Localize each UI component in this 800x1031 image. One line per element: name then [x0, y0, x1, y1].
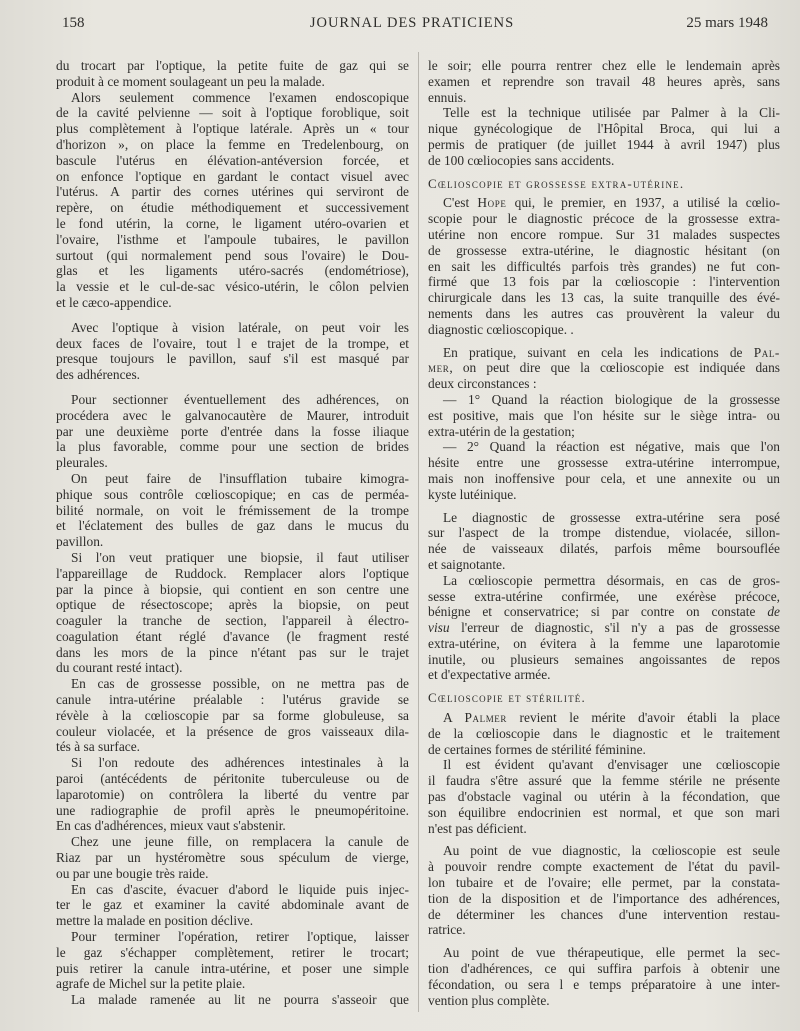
text-line: repère, on étudie méthodiquement et successivement	[56, 200, 409, 216]
text-line: paroi (antécédents de péritonite tuberculeuse ou de	[56, 771, 409, 787]
text-line: dans les mors de la pince n'étant pas sur le trajet	[56, 644, 409, 660]
text-line: on enfonce l'optique en gardant le contact visuel avec	[56, 168, 409, 184]
text-line: bilité normale, on voit le frémissement de la trompe	[56, 502, 409, 518]
paragraph	[56, 58, 409, 90]
text-line: révèle à la cœlioscopie par sa forme globuleuse, sa	[56, 707, 409, 723]
text-line: canule intra-utérine préalable : l'utérus gravide se	[56, 692, 409, 708]
text-line: pavillon.	[56, 534, 104, 550]
text-run: , on peut dire que la cœlioscopie est indiquée dans	[449, 360, 780, 376]
text-line: du trocart par l'optique, la petite fuite de gaz qui se	[56, 58, 409, 73]
name-smallcaps: Palmer	[464, 710, 508, 726]
section-heading: Cœlioscopie et grossesse extra-utérine.	[428, 175, 685, 191]
text-line: En cas de grossesse possible, on ne mettra pas de	[71, 676, 409, 692]
text-line: et saignotante.	[428, 556, 506, 572]
paragraph	[428, 392, 780, 439]
text-line: et le cæco-appendice.	[56, 294, 172, 310]
text-line: l'utérus. A partir des cornes utérines qui serviront de	[56, 184, 409, 200]
text-line: la plus favorable, comme pour une section de brides	[56, 439, 409, 455]
text-line: inutile, ou plusieurs semaines angoissantes de repos	[428, 651, 780, 667]
paragraph	[56, 392, 409, 471]
text-line: pleurales.	[56, 455, 108, 471]
text-run: A	[443, 710, 465, 726]
text-line: ter le gaz et examiner la cavité abdominale avant de	[56, 897, 409, 913]
text-line: n'est pas déficient.	[428, 820, 527, 836]
paragraph	[428, 58, 780, 105]
text-line: couleur violacée, et la présence de gros vaisseaux dila-	[56, 723, 409, 739]
text-line: de grossesse extra-utérine, le diagnostic hésitant (on	[428, 242, 780, 258]
paragraph	[428, 345, 780, 392]
text-line: sur l'aspect de la trompe distendue, violacée, sillon-	[428, 525, 780, 541]
text-line	[428, 620, 780, 636]
text-line: Telle est la technique utilisée par Palmer à la Cli-	[443, 105, 780, 121]
text-line: Riaz par un hystéromètre sous spéculum de vierge,	[56, 850, 409, 866]
text-run: l'erreur de diagnostic, s'il n'y a pas de grossesse	[449, 620, 780, 636]
column-divider	[418, 52, 419, 1012]
paragraph	[56, 320, 409, 383]
text-line: agrafe de Michel sur la petite plaie.	[56, 976, 246, 992]
text-line: phique sous contrôle cœlioscopique; en cas de perméa-	[56, 486, 409, 502]
text-line: utérine non encore rompue. Sur 31 malades suspectes	[428, 226, 780, 242]
text-line: pas d'obstacle vaginal ou utérin à la fécondation, que	[428, 789, 780, 805]
text-line	[428, 360, 780, 376]
text-block	[428, 345, 780, 503]
text-line: nique gynécologique de l'Hôpital Broca, qui lui a	[428, 121, 780, 137]
text-line: laparotomie) on contrôlera la liberté du ventre par	[56, 786, 409, 802]
journal-title: JOURNAL DES PRATICIENS	[309, 15, 515, 31]
text-line	[428, 345, 780, 361]
section-heading: Cœlioscopie et stérilité.	[428, 690, 586, 706]
text-line: et l'éclatement des bulles de gaz dans le mucus du	[56, 518, 409, 534]
text-line: Chez une jeune fille, on remplacera la canule de	[71, 834, 409, 850]
text-block	[428, 510, 780, 684]
text-line: de 100 cœliocopies sans accidents.	[428, 152, 615, 168]
text-line: née de vaisseaux dilatés, parfois même boursouflée	[428, 541, 780, 557]
paragraph	[428, 945, 780, 1008]
text-line: — 1° Quand la réaction biologique de la grossesse	[443, 391, 780, 407]
text-line: fécondation, ou sera l e temps préparatoire à une inter-	[428, 976, 780, 992]
text-line	[428, 710, 780, 726]
paragraph	[56, 550, 409, 676]
text-line: extra-utérin de la gestation;	[428, 423, 575, 439]
paragraph	[428, 573, 780, 684]
italic-text: visu	[428, 620, 450, 636]
text-line: kyste lutéinique.	[428, 486, 517, 502]
text-line: la vessie et le cul-de-sac vésico-utérin, le côlon pelvien	[56, 279, 409, 295]
text-line: Si l'on veut pratiquer une biopsie, il faut utiliser	[71, 549, 409, 565]
text-line: puis retirer la canule intra-utérine, et poser une simple	[56, 960, 409, 976]
text-line: diagnostic cœlioscopique. .	[428, 321, 574, 337]
text-line	[428, 604, 780, 620]
text-line: Pour sectionner éventuellement des adhérences, on	[71, 391, 409, 407]
text-line: l'appareillage de Ruddock. Remplacer alors l'optique	[56, 565, 409, 581]
text-line: mais non inoffensive pour cela, et une annexite ou un	[428, 470, 780, 486]
text-line: ou par une bougie très raide.	[56, 865, 209, 881]
text-line: le fond utérin, la corne, le ligament utéro-ovarien et	[56, 215, 409, 231]
name-smallcaps: Hope	[477, 195, 507, 211]
text-block	[428, 843, 780, 938]
name-smallcaps: Pal-	[753, 344, 780, 360]
text-line: examen et reprendre son travail 48 heures après, sans	[428, 73, 780, 89]
paragraph	[428, 195, 780, 337]
paragraph	[56, 929, 409, 992]
paragraph	[56, 676, 409, 755]
text-line: Pour terminer l'opération, retirer l'optique, laisser	[71, 929, 409, 945]
text-block	[56, 58, 409, 311]
paragraph	[56, 471, 409, 550]
text-line: optique de résectoscope; après la biopsie, on peut	[56, 597, 409, 613]
paragraph	[428, 105, 780, 168]
text-line: deux faces de l'ovaire, tout l e trajet de la trompe, et	[56, 335, 409, 351]
text-line: de la cavité pelvienne — soit à l'optique foroblique, soit	[56, 105, 409, 121]
text-line: bascule l'utérus en élévation-antéversion forcée, et	[56, 152, 409, 168]
text-run: En pratique, suivant en cela les indications de	[443, 344, 754, 360]
paragraph	[56, 882, 409, 929]
text-block	[428, 710, 780, 836]
text-block	[428, 58, 780, 169]
text-line: Avec l'optique à vision latérale, on peut voir les	[71, 319, 409, 335]
text-line: de déterminer les chances d'une intervention restau-	[428, 906, 780, 922]
paragraph	[56, 992, 409, 1008]
text-line: produit à ce moment soulageant un peu la malade.	[56, 73, 325, 89]
text-line: son équilibre endocrinien est normal, et que son mari	[428, 804, 780, 820]
text-line: nements dans les autres cas prouvèrent la valeur du	[428, 305, 780, 321]
text-line: surtout (qui normalement pend sous l'ovaire) le Dou-	[56, 247, 409, 263]
text-line: Le diagnostic de grossesse extra-utérine sera posé	[443, 509, 780, 525]
name-smallcaps: mer	[428, 360, 450, 376]
text-line: Au point de vue thérapeutique, elle permet la sec-	[443, 945, 780, 961]
text-line: En cas d'adhérences, mieux vaut s'abstenir.	[56, 818, 286, 834]
text-line: scopie pour le diagnostic précoce de la grossesse extra-	[428, 211, 780, 227]
text-line: d'horizon », on place la femme en Tredelenbourg, on	[56, 136, 409, 152]
text-line: est positive, mais que l'on hésite sur le siège intra- ou	[428, 407, 780, 423]
text-block	[56, 392, 409, 1008]
text-line: On peut faire de l'insufflation tubaire kimogra-	[71, 470, 409, 486]
text-line: et d'expectative armée.	[428, 667, 551, 683]
text-line: Si l'on redoute des adhérences intestinales à la	[71, 755, 409, 771]
text-line: sesse extra-utérine confirmée, une exérèse précoce,	[428, 588, 780, 604]
text-line: en sait les difficultés parfois très grandes) ne fut con-	[428, 258, 780, 274]
text-line: ratrice.	[428, 922, 466, 938]
text-line: coagulation étant réglé d'avance (le fragment resté	[56, 628, 409, 644]
text-line: mettre la malade en position déclive.	[56, 913, 254, 929]
text-line: par une deuxième porte d'entrée dans la fosse iliaque	[56, 423, 409, 439]
text-block	[56, 320, 409, 383]
text-line: deux circonstances :	[428, 376, 537, 392]
text-block	[428, 945, 780, 1008]
text-line: tion de la disposition et de l'importance des adhérences,	[428, 890, 780, 906]
paragraph	[56, 755, 409, 834]
text-line: lon tubaire et de l'ovaire; elle permet, par la constata-	[428, 875, 780, 891]
text-line: l'ovaire, l'isthme et l'ampoule tubaires, le pavillon	[56, 231, 409, 247]
text-line: une radiographie de profil après le pneumopéritoine.	[56, 802, 409, 818]
text-run: C'est	[443, 195, 478, 211]
text-line: le soir; elle pourra rentrer chez elle le lendemain après	[428, 58, 780, 73]
text-line: La malade ramenée au lit ne pourra s'asseoir que	[71, 992, 409, 1008]
text-run: qui, le premier, en 1937, a utilisé la cœlio-	[506, 195, 780, 211]
text-line: ennuis.	[428, 89, 467, 105]
text-line: des adhérences.	[56, 367, 141, 383]
text-line: vention plus complète.	[428, 992, 550, 1008]
text-line: extra-utérine, on évitera à la femme une laparotomie	[428, 635, 780, 651]
text-line: En cas d'ascite, évacuer d'abord le liquide puis injec-	[71, 881, 409, 897]
paragraph	[428, 757, 780, 836]
text-line: de certaines formes de stérilité féminine.	[428, 741, 646, 757]
text-run: bénigne et conservatrice; si par contre on constate	[428, 604, 768, 620]
right-column	[428, 58, 780, 1008]
text-line: hésite entre une grossesse extra-utérine interrompue,	[428, 455, 780, 471]
issue-date: 25 mars 1948	[686, 15, 768, 31]
text-line: il faudra s'être assuré que la femme stérile ne présente	[428, 773, 780, 789]
text-line: le gaz s'échapper complètement, retirer le trocart;	[56, 944, 409, 960]
page-number: 158	[62, 15, 85, 31]
text-line: coaguler la tranche de section, l'appareil à électro-	[56, 613, 409, 629]
text-line: Alors seulement commence l'examen endoscopique	[71, 89, 409, 105]
text-line	[428, 195, 780, 211]
text-line: à pouvoir rendre compte exactement de l'état du pavil-	[428, 859, 780, 875]
text-line: tion d'adhérences, ce qui suffira parfois à obtenir une	[428, 961, 780, 977]
text-line: chirurgicale dans les 13 cas, la suite tranquille des évé-	[428, 290, 780, 306]
paragraph	[428, 710, 780, 757]
text-line: glas et les ligaments utéro-sacrés (endométriose),	[56, 263, 409, 279]
paragraph	[428, 843, 780, 938]
text-line: tés à sa surface.	[56, 739, 141, 755]
page-header	[56, 12, 768, 34]
text-run: revient le mérite d'avoir établi la place	[507, 710, 780, 726]
paragraph	[56, 834, 409, 881]
text-line: procédera avec le galvanocautère de Maurer, introduit	[56, 407, 409, 423]
left-column	[56, 58, 409, 1008]
paragraph	[428, 510, 780, 573]
text-line: du courant resté intact).	[56, 660, 183, 676]
text-line: Au point de vue diagnostic, la cœlioscopie est seule	[443, 843, 780, 859]
text-line: La cœlioscopie permettra désormais, en cas de gros-	[443, 572, 780, 588]
text-line: plus complètement à l'optique latérale. Après un « tour	[56, 121, 409, 137]
text-line: de la cœlioscopie dans le diagnostic et le traitement	[428, 725, 780, 741]
text-line: Il est évident qu'avant d'envisager une cœlioscopie	[443, 757, 780, 773]
text-block	[428, 195, 780, 337]
paragraph	[428, 439, 780, 502]
text-line: presque toujours le pavillon, sauf s'il est masqué par	[56, 351, 409, 367]
text-line: — 2° Quand la réaction est négative, mais que l'on	[443, 439, 780, 455]
text-line: firmé que 13 fois par la cœlioscopie : l'intervention	[428, 274, 780, 290]
text-line: par la pince à biopsie, qui contient en son centre une	[56, 581, 409, 597]
text-line: permis de pratiquer (de juillet 1944 à avril 1947) plus	[428, 136, 780, 152]
paragraph	[56, 90, 409, 311]
italic-text: de	[767, 604, 780, 620]
